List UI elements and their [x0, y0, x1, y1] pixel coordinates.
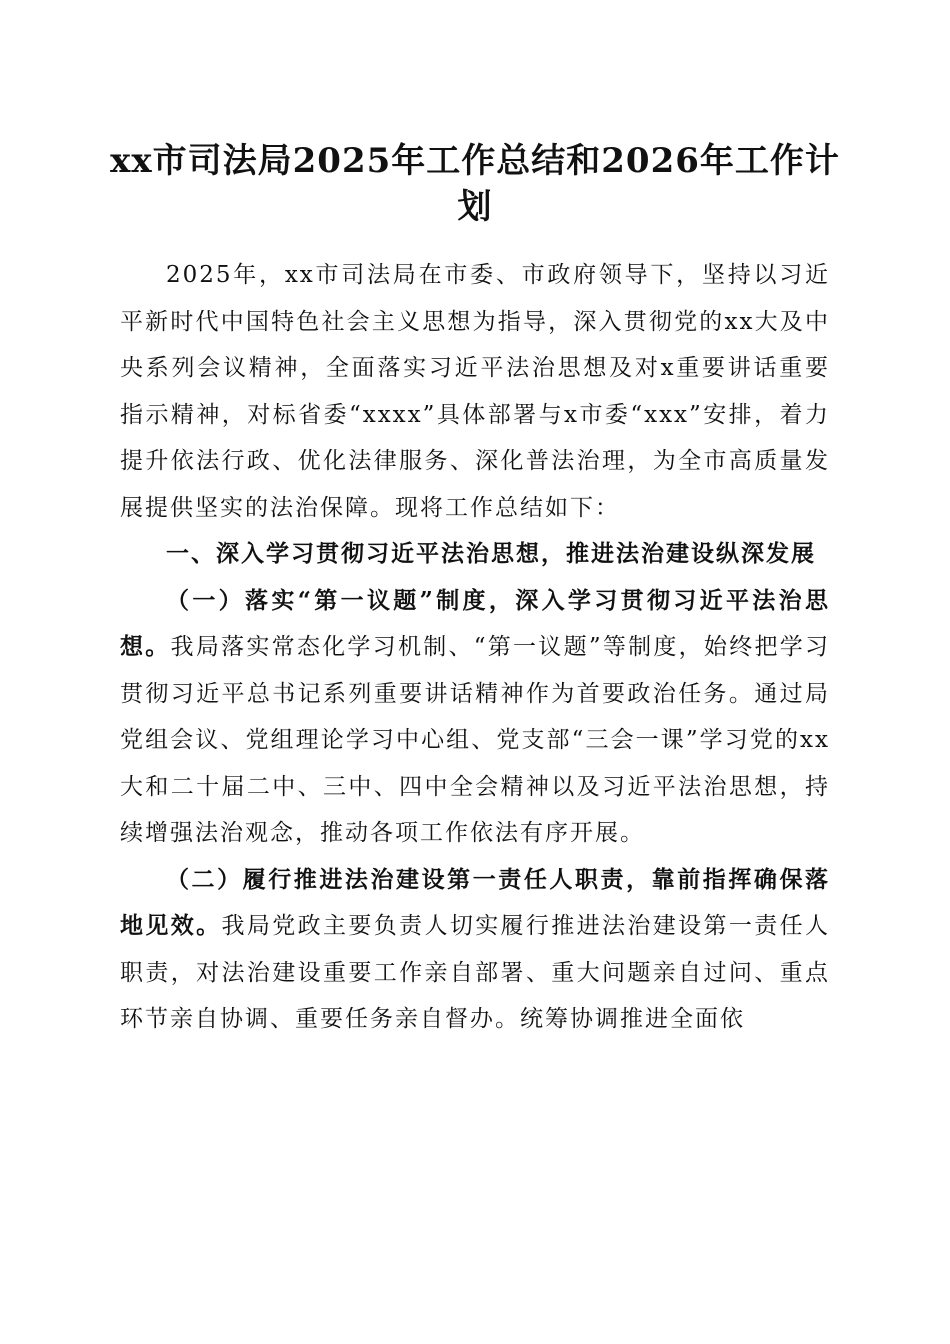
- section-heading-1: 一、深入学习贯彻习近平法治思想，推进法治建设纵深发展: [166, 541, 816, 567]
- item-2-lead: （二）履行推进法治建设第一责任人职责，靠前指挥确保落地见效。: [120, 865, 830, 939]
- paragraph-item-2: [120, 857, 830, 1043]
- intro-paragraph: 2025年，xx市司法局在市委、市政府领导下，坚持以习近平新时代中国特色社会主义思想为指导，深入贯彻党的xx大及中央系列会议精神，全面落实习近平法治思想及对x重要讲话重要指示精神，对标省委“xxxx”具体部署与x市委“xxx”安排，着力提升依法行政、优化法律服务、深化普法治理，为全市高质量发展提供坚实的法治保障。现将工作总结如下：: [120, 262, 830, 521]
- document-body: [120, 252, 830, 1043]
- item-1-lead: （一）落实“第一议题”制度，深入学习贯彻习近平法治思想。: [120, 586, 830, 660]
- paragraph-item-1: [120, 578, 830, 857]
- document-title: xx市司法局2025年工作总结和2026年工作计划: [110, 141, 840, 227]
- item-2-text: 我局党政主要负责人切实履行推进法治建设第一责任人职责，对法治建设重要工作亲自部署、重大问题亲自过问、重点环节亲自协调、重要任务亲自督办。统筹协调推进全面依: [120, 913, 831, 1032]
- item-1-text: 我局落实常态化学习机制、“第一议题”等制度，始终把学习贯彻习近平总书记系列重要讲话精神作为首要政治任务。通过局党组会议、党组理论学习中心组、党支部“三会一课”学习党的xx大和二十届二中、三中、四中全会精神以及习近平法治思想，持续增强法治观念，推动各项工作依法有序开展。: [120, 634, 830, 846]
